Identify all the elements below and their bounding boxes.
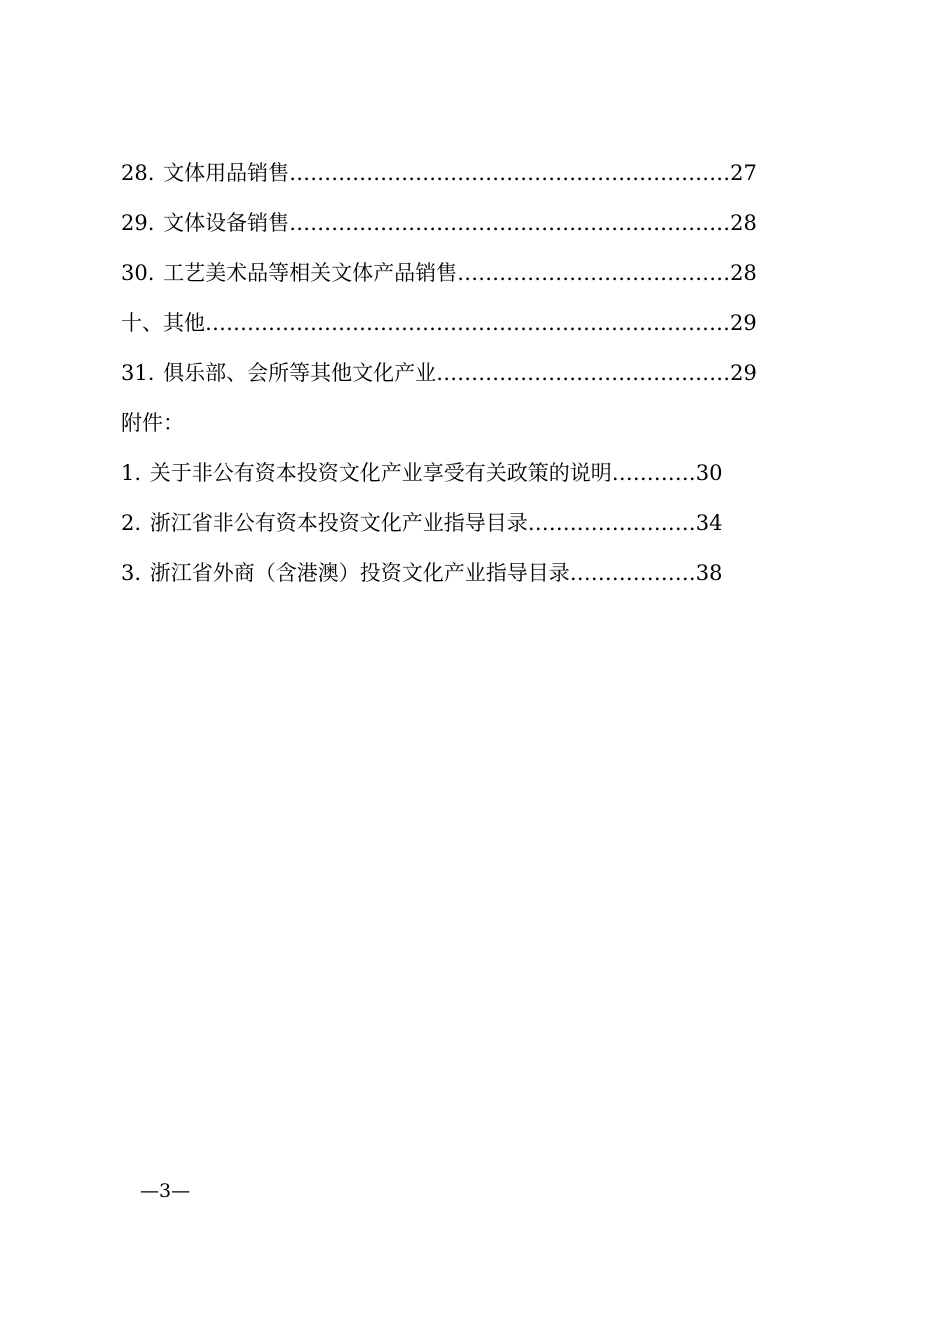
toc-entry-page: 27 [730, 161, 757, 185]
toc-entry-page: 28 [730, 261, 757, 285]
toc-entry-number: 30. [121, 261, 155, 285]
toc-entry-28 [121, 158, 757, 188]
attachment-entry-2 [121, 508, 722, 538]
toc-entry-29 [121, 208, 757, 238]
toc-entry-31 [121, 358, 757, 388]
toc-entry-page: 29 [730, 361, 757, 385]
toc-entry-title: 文体用品销售 [163, 161, 290, 185]
attachment-title: 浙江省外商（含港澳）投资文化产业指导目录 [149, 561, 570, 585]
attachment-number: 1. [121, 461, 142, 485]
toc-entry-30 [121, 258, 757, 288]
toc-entry-title: 文体设备销售 [163, 211, 290, 235]
toc-entry-title: 俱乐部、会所等其他文化产业 [163, 361, 437, 385]
toc-entry-number: 31. [121, 361, 155, 385]
toc-dot-leader: ………… [611, 461, 696, 485]
attachment-number: 2. [121, 511, 142, 535]
toc-dot-leader: …………………………………… [436, 361, 731, 385]
attachment-number: 3. [121, 561, 142, 585]
toc-entry-number: 29. [121, 211, 155, 235]
attachment-page: 30 [695, 461, 723, 485]
toc-dot-leader: ……………… [569, 561, 696, 585]
page-number: —3— [140, 1180, 191, 1202]
toc-dot-leader: ………………………………… [457, 261, 731, 285]
toc-section-other [121, 308, 757, 338]
attachment-entry-1 [121, 458, 722, 488]
toc-dot-leader: …………………… [527, 511, 696, 535]
toc-dot-leader: ………………………………………………………………… [205, 311, 730, 335]
toc-section-title: 十、其他 [121, 311, 205, 335]
toc-entry-page: 28 [730, 211, 757, 235]
toc-entry-title: 工艺美术品等相关文体产品销售 [163, 261, 458, 285]
attachment-page: 38 [695, 561, 723, 585]
attachment-title: 关于非公有资本投资文化产业享受有关政策的说明 [149, 461, 612, 485]
attachments-heading-text: 附件： [121, 411, 184, 435]
toc-dot-leader: ……………………………………………………… [289, 211, 731, 235]
toc-entry-page: 29 [730, 311, 757, 335]
toc-entry-number: 28. [121, 161, 155, 185]
attachment-title: 浙江省非公有资本投资文化产业指导目录 [149, 511, 528, 535]
attachment-entry-3 [121, 558, 722, 588]
attachments-heading [121, 408, 184, 438]
attachment-page: 34 [695, 511, 723, 535]
toc-dot-leader: ……………………………………………………… [289, 161, 731, 185]
